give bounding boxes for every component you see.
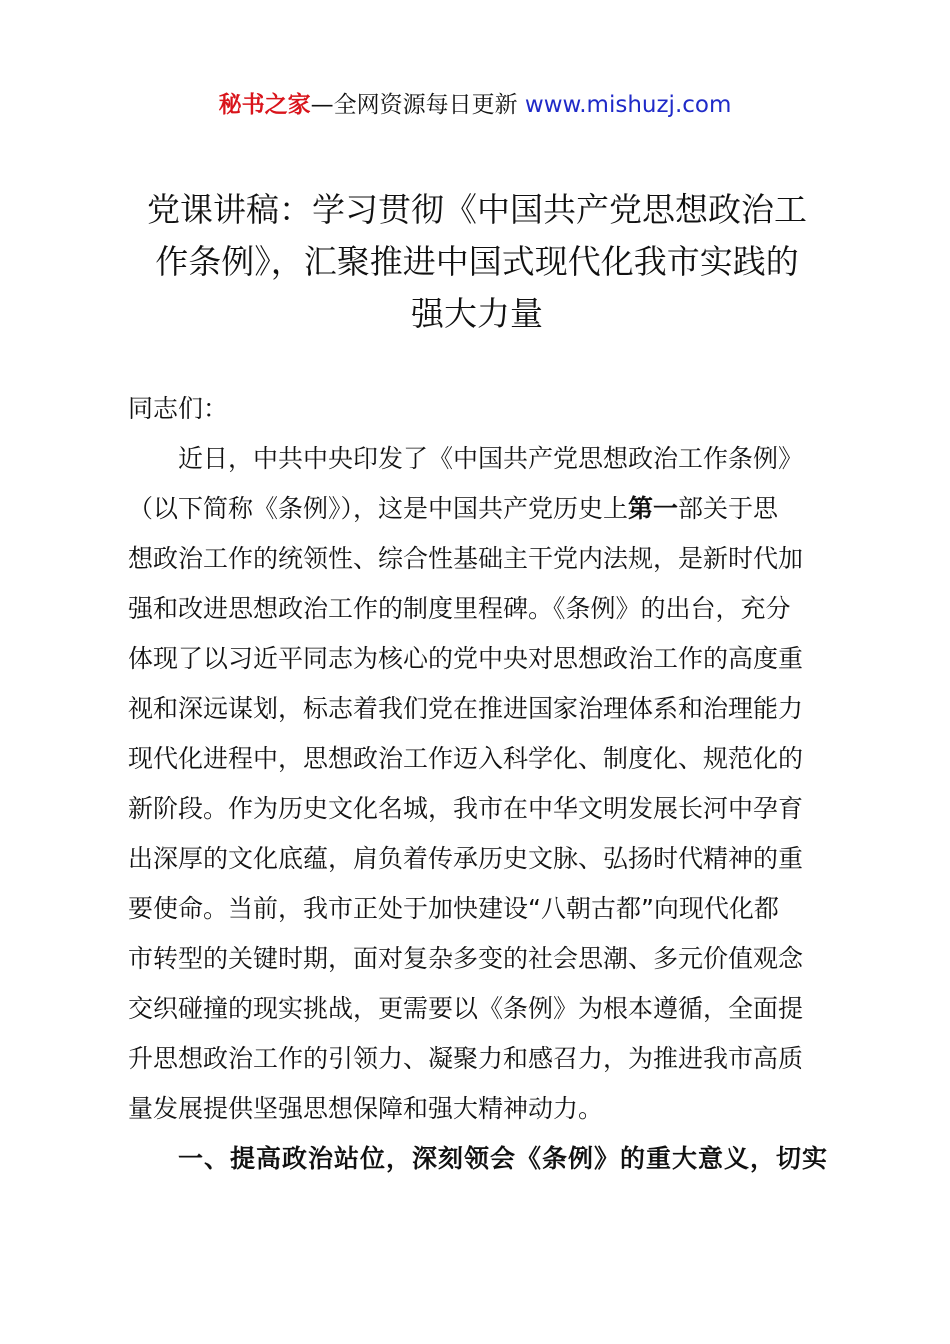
title-line: 党课讲稿：学习贯彻《中国共产党思想政治工 <box>147 190 807 229</box>
paragraph-line: 新阶段。作为历史文化名城，我市在中华文明发展长河中孕育 <box>128 794 804 823</box>
paragraph-line <box>128 484 832 534</box>
paragraph-line: 市转型的关键时期，面对复杂多变的社会思潮、多元价值观念 <box>128 944 804 973</box>
paragraph-line: 体现了以习近平同志为核心的党中央对思想政治工作的高度重 <box>128 644 804 673</box>
header-tagline: —全网资源每日更新 <box>310 92 525 118</box>
paragraph-line: 强和改进思想政治工作的制度里程碑。《条例》的出台，充分 <box>128 594 791 623</box>
site-header <box>0 88 950 122</box>
site-url-link[interactable]: www.mishuzj.com <box>524 92 732 118</box>
document-title <box>124 184 830 340</box>
intro-paragraph <box>128 434 832 1134</box>
paragraph-line: 要使命。当前，我市正处于加快建设“八朝古都”向现代化都 <box>128 894 779 923</box>
brand-name: 秘书之家 <box>218 92 311 118</box>
paragraph-line: 交织碰撞的现实挑战，更需要以《条例》为根本遵循，全面提 <box>128 994 804 1023</box>
paragraph-line: 出深厚的文化底蕴，肩负着传承历史文脉、弘扬时代精神的重 <box>128 844 804 873</box>
emphasis-text: 第一 <box>628 494 679 523</box>
section-heading: 一、提高政治站位，深刻领会《条例》的重大意义，切实 <box>178 1144 829 1173</box>
line-text: （以下简称《条例》），这是中国共产党历史上 <box>128 494 629 523</box>
line-text: 部关于思 <box>678 494 779 523</box>
paragraph-line: 想政治工作的统领性、综合性基础主干党内法规，是新时代加 <box>128 544 804 573</box>
paragraph-line: 视和深远谋划，标志着我们党在推进国家治理体系和治理能力 <box>128 694 804 723</box>
paragraph-line: 升思想政治工作的引领力、凝聚力和感召力，为推进我市高质 <box>128 1044 804 1073</box>
document-body <box>128 384 832 1184</box>
title-line: 强大力量 <box>411 294 543 333</box>
salutation: 同志们： <box>128 394 229 423</box>
paragraph-line: 现代化进程中，思想政治工作迈入科学化、制度化、规范化的 <box>128 744 804 773</box>
paragraph-line: 量发展提供坚强思想保障和强大精神动力。 <box>128 1094 604 1123</box>
title-line: 作条例》，汇聚推进中国式现代化我市实践的 <box>155 242 799 281</box>
paragraph-line: 近日，中共中央印发了《中国共产党思想政治工作条例》 <box>178 444 804 473</box>
